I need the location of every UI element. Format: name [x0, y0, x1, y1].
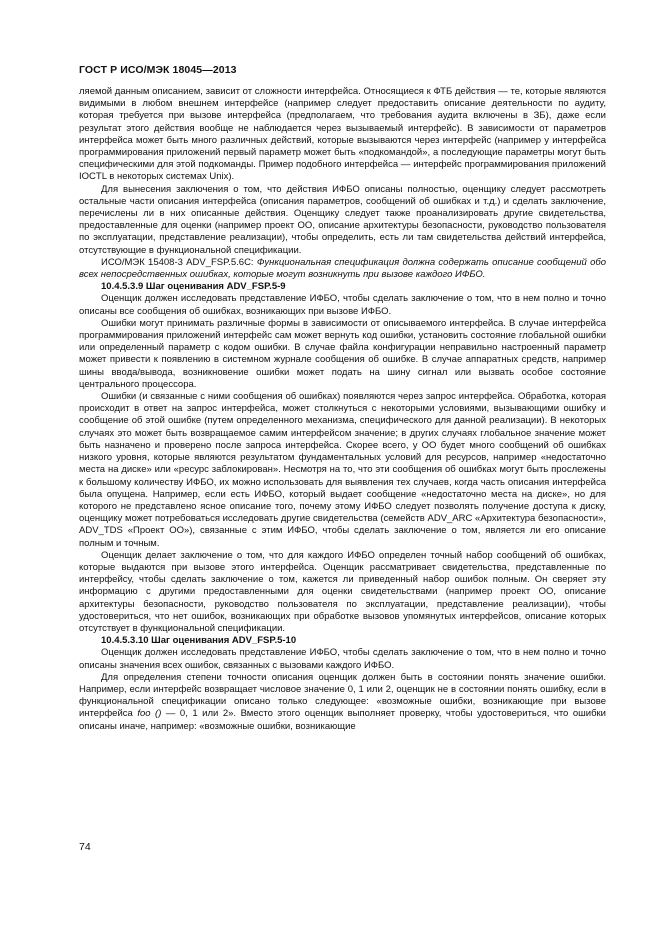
paragraph: Оценщик должен исследовать представление ИФБО, чтобы сделать заключение о том, что в нем полно и точно описаны значения всех ошибок, связанных с вызовами каждого ИФБО.	[79, 647, 606, 671]
document-body	[79, 86, 606, 733]
function-name: foo ()	[137, 708, 162, 720]
paragraph-text: Для определения степени точности описания оценщик должен быть в состоянии понять значение ошибки. Например, если интерфейс возвращает числовое значение 0, 1 или 2, оценщик не в состоянии понять ошибку, если в функциональной спецификации описано только следующее: «возможные ошибки, возникающие при вызове интерфейса	[79, 671, 606, 720]
paragraph	[79, 672, 606, 733]
spec-requirement	[79, 257, 606, 281]
paragraph: Оценщик должен исследовать представление ИФБО, чтобы сделать заключение о том, что в нем полно и точно описаны все сообщения об ошибках, возникающих при вызове ИФБО.	[79, 293, 606, 317]
page-number: 74	[79, 841, 91, 853]
spec-text: Функциональная спецификация должна содержать описание сообщений обо всех непосредственных ошибках, которые могут возникнуть при вызове каждого ИФБО.	[79, 256, 607, 281]
spec-ref: ИСО/МЭК 15408-3 ADV_FSP.5.6C:	[101, 256, 257, 268]
section-heading: 10.4.5.3.9 Шаг оценивания ADV_FSP.5-9	[101, 281, 286, 293]
paragraph: Ошибки могут принимать различные формы в зависимости от описываемого интерфейса. В случае интерфейса программирования приложений интерфейс сам может вернуть код ошибки, установить состояние глобальной ошибки или определенный параметр с кодом ошибки. В случае файла конфигурации неправильно настроенный параметр может привести к появлению в системном журнале сообщения об ошибке. В случае аппаратных средств, например шины ввода/вывода, возникновение ошибки может подать на шину сигнал или вызвать особое состояние центрального процессора.	[79, 317, 606, 390]
paragraph: Оценщик делает заключение о том, что для каждого ИФБО определен точный набор сообщений об ошибках, которые выдаются при вызове этого интерфейса. Оценщик рассматривает свидетельства, представленные по интерфейсу, чтобы сделать заключение о том, кажется ли приведенный набор ошибок полным. Он сверяет эту информацию с другими предоставленными для оценки свидетельствами (например проект ОО, описание архитектуры безопасности, руководство пользователя по эксплуатации, представление реализации), чтобы удостовериться, что нет ошибок, возникающих при обработке вызовов упомянутых интерфейсов, описание которых отсутствует в функциональной спецификации.	[79, 549, 606, 634]
section-heading: 10.4.5.3.10 Шаг оценивания ADV_FSP.5-10	[101, 635, 297, 647]
paragraph-continuation: ляемой данным описанием, зависит от сложности интерфейса. Относящиеся к ФТБ действия — те, которые являются видимыми в любом внешнем интерфейсе (например следует предоставить описание деятельности по аудиту, которая требуется при вызове интерфейса (предполагаем, что требования аудита включены в ЗБ), даже если результат этого действия вообще не наблюдается через вызываемый интерфейс). В зависимости от параметров интерфейса может быть много различных действий, которые вызываются через интерфейс (например у интерфейса программирования приложений первый параметр может быть «подкомандой», а последующие параметры могут быть специфическими для этой подкоманды. Пример подобного интерфейса — интерфейс программирования приложений IOCTL в некоторых системах Unix).	[79, 86, 606, 183]
paragraph: Ошибки (и связанные с ними сообщения об ошибках) появляются через запрос интерфейса. Обработка, которая происходит в ответ на запрос интерфейса, может столкнуться с некоторыми условиями, вызывающими ошибку и сообщение об этой ошибке (путем определенного механизма, специфического для данной реализации). В некоторых случаях это может быть возвращаемое самим интерфейсом значение; в других случаях глобальное значение может быть назначено и проверено после запроса интерфейса. Скорее всего, у ОО будет много сообщений об ошибках низкого уровня, которые являются результатом фундаментальных условий для ресурсов, например «недостаточно места на диске» или «ресурс заблокирован». Несмотря на то, что эти сообщения об ошибках могут быть прослежены к большому количеству ИФБО, их можно использовать для выявления тех случаев, когда часть описания интерфейса была опущена. Например, если есть ИФБО, который выдает сообщение «недостаточно места на диске», но для которого не представлено ясное описание того, почему этому ИФБО следует позволять получение доступа к диску, оценщику может потребоваться исследовать другие свидетельства (семейств ADV_ARC «Архитектура безопасности», ADV_TDS «Проект ОО»), связанные с этим ИФБО, чтобы сделать заключение о том, является ли его описание полным и точным.	[79, 391, 606, 549]
paragraph-text: — 0, 1 или 2». Вместо этого оценщик выполняет проверку, чтобы удостовериться, что ошибки описаны иначе, например: «возможные ошибки, возникающие	[79, 708, 606, 732]
paragraph: Для вынесения заключения о том, что действия ИФБО описаны полностью, оценщику следует рассмотреть остальные части описания интерфейса (описания параметров, сообщений об ошибках и т.д.) и сделать заключение, перечислены ли в них описанные действия. Оценщику следует также проанализировать другие свидетельства, предоставленные для оценки (например проект ОО, описание архитектуры безопасности, руководство пользователя по эксплуатации, представление реализации), чтобы определить, есть ли там свидетельства действий интерфейса, отсутствующие в функциональной спецификации.	[79, 183, 606, 256]
page-header: ГОСТ Р ИСО/МЭК 18045—2013	[79, 64, 237, 76]
